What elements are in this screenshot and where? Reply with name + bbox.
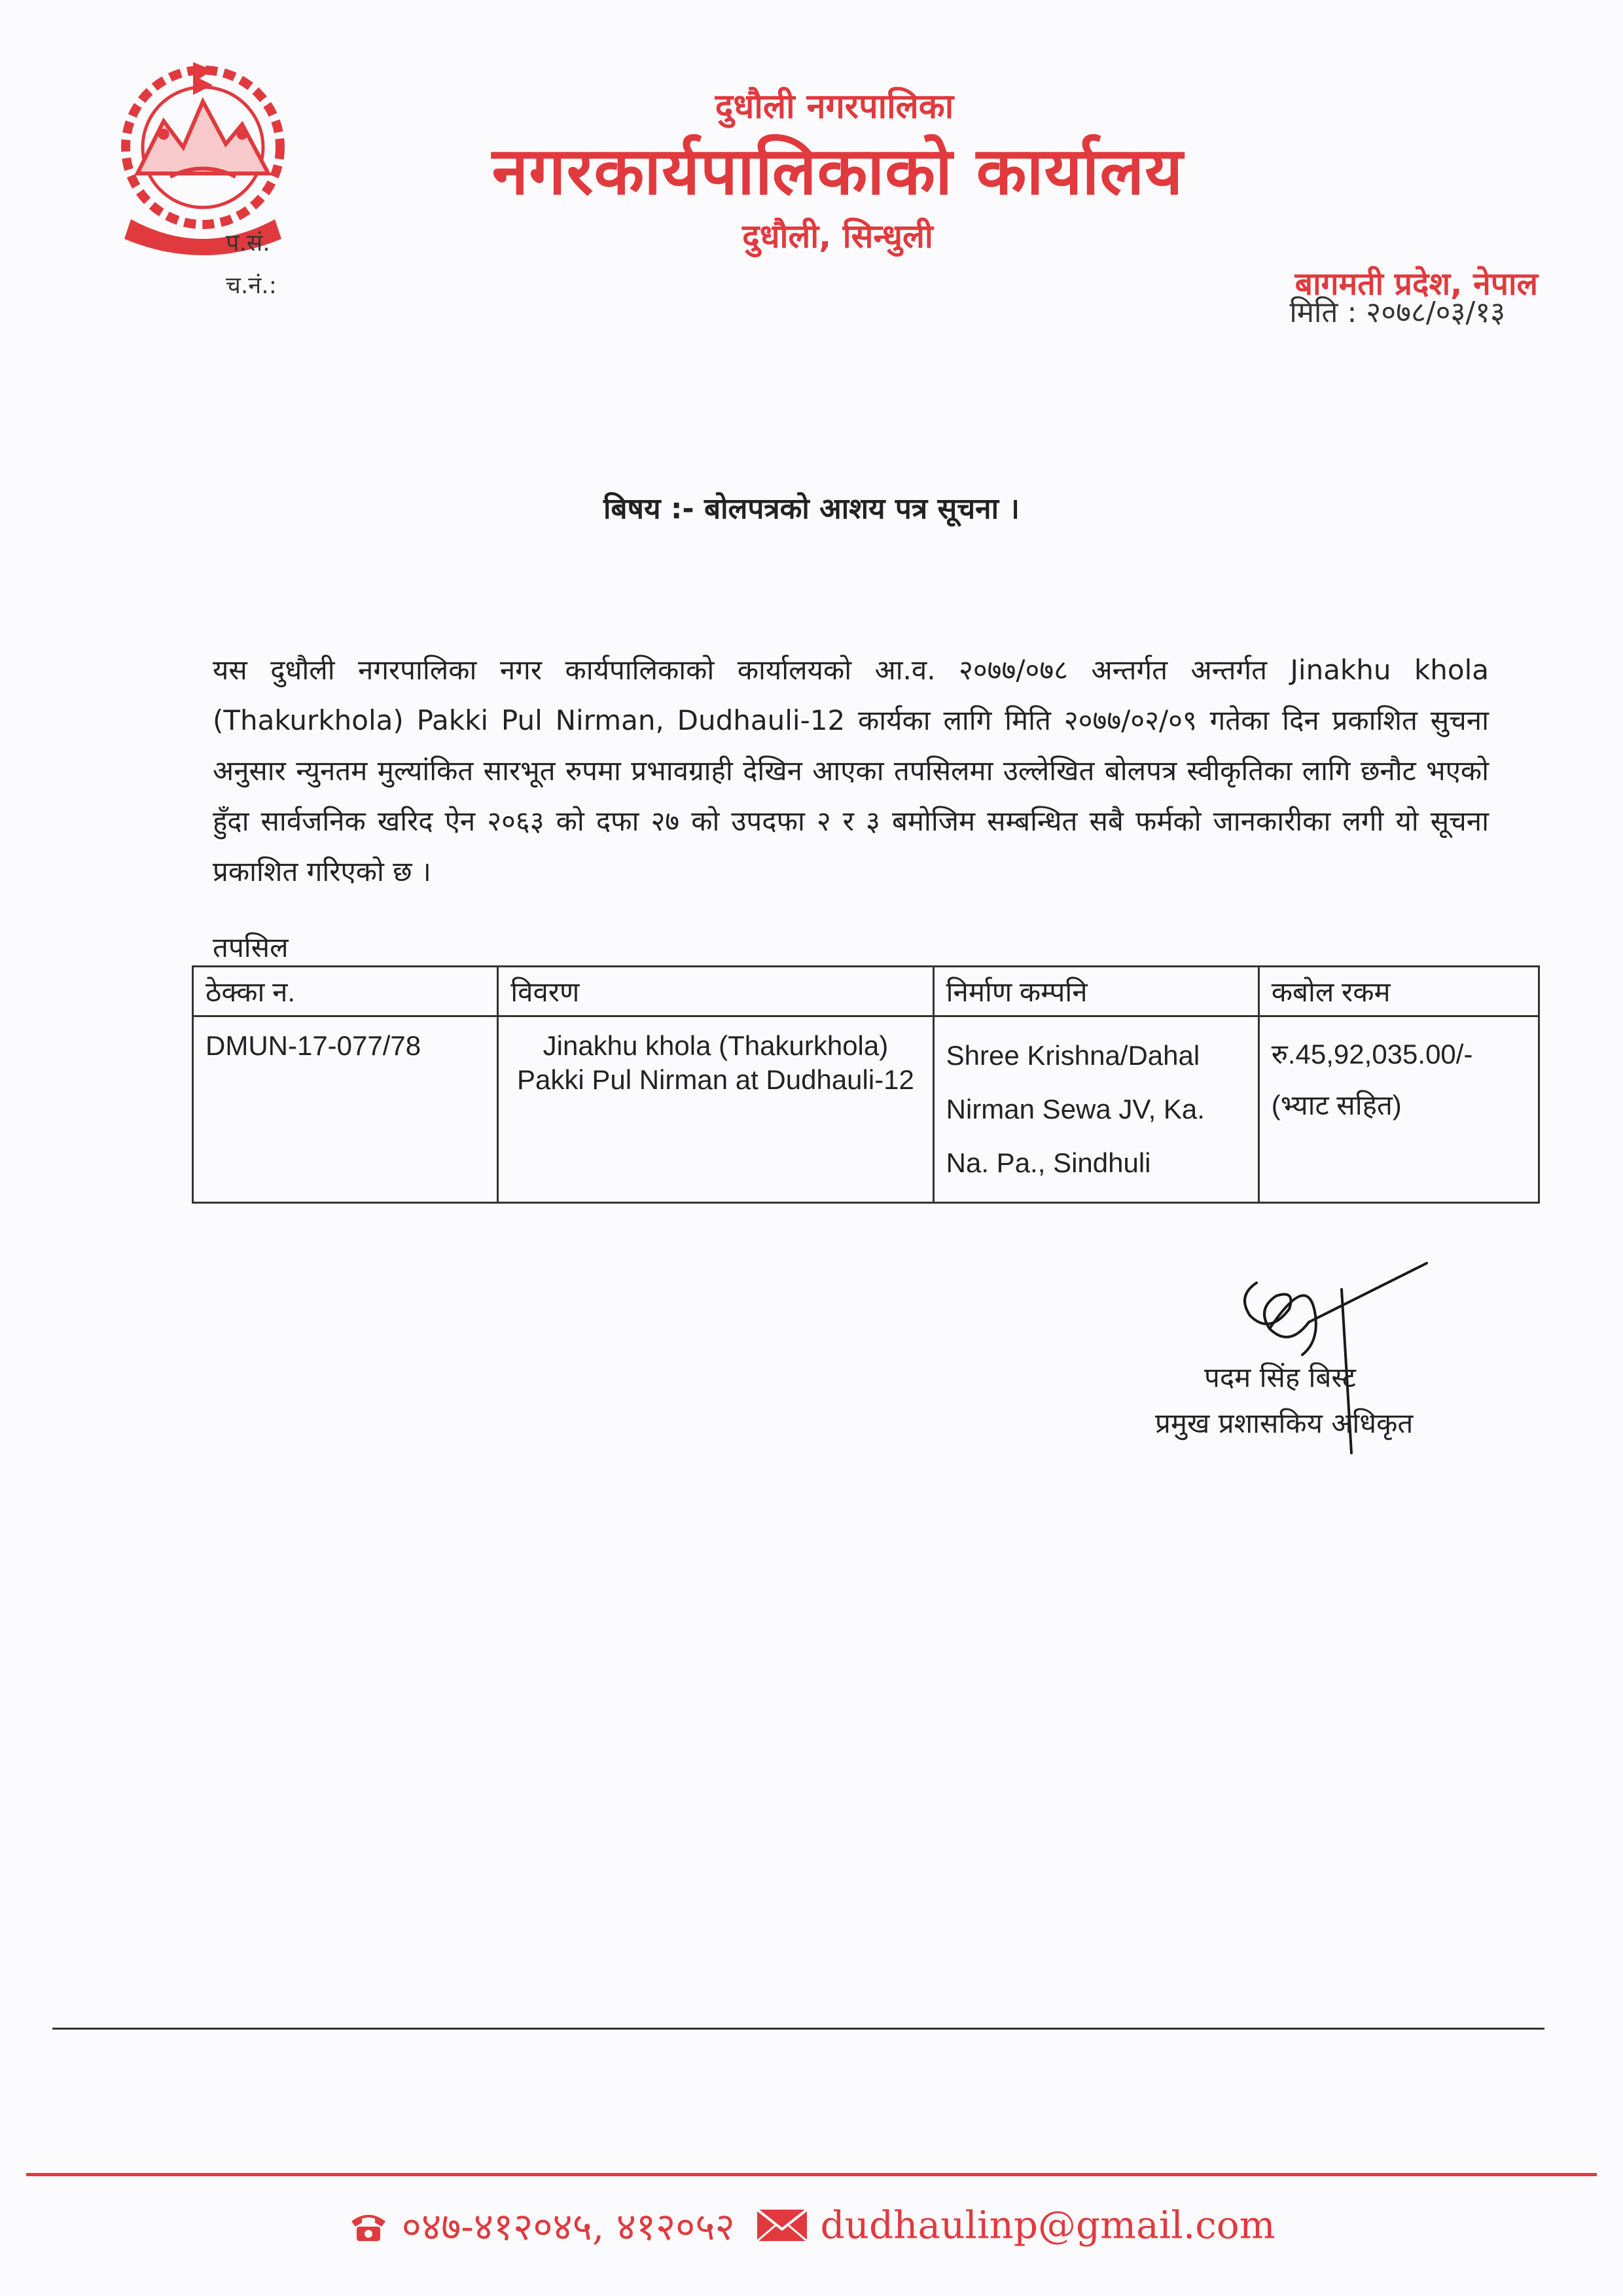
table-row (193, 1016, 1539, 1203)
email-icon (756, 2207, 808, 2244)
letter-subject: बिषय :- बोलपत्रको आशय पत्र सूचना । (603, 492, 1020, 526)
province-label: बागमती प्रदेश, नेपाल (1294, 266, 1538, 302)
header-contract-no: ठेक्का न. (193, 967, 498, 1016)
header-contractor: निर्माण कम्पनि (933, 967, 1258, 1016)
signatory-name: पदम सिंह बिस्ट (1204, 1361, 1356, 1393)
header-amount: कबोल रकम (1258, 967, 1539, 1016)
footer-email: dudhaulinp@gmail.com (820, 2202, 1275, 2248)
tapasil-label: तपसिल (213, 931, 289, 963)
letter-date: मिति : २०७८/०३/१३ (1289, 296, 1505, 329)
cell-contract-no: DMUN-17-077/78 (193, 1016, 498, 1203)
signatory-title: प्रमुख प्रशासकिय अधिकृत (1155, 1407, 1414, 1439)
letter-body: यस दुधौली नगरपालिका नगर कार्यपालिकाको कार्यालयको आ.व. २०७७/०७८ अन्तर्गत अन्तर्गत Jinakhu khola (Thakurkhola) Pakki Pul Nirman, Dudhauli-12 कार्यका लागि मिति २०७७/०२/०९ गतेका दिन प्रकाशित सुचना अनुसार न्युनतम मुल्यांकित सारभूत रुपमा प्रभावग्राही देखिन आएका तपसिलमा उल्लेखित बोलपत्र स्वीकृतिका लागि छनौट भएको हुँदा सार्वजनिक खरिद ऐन २०६३ को दफा २७ को उपदफा २ र ३ बमोजिम सम्बन्धित सबै फर्मको जानकारीका लगी यो सूचना प्रकाशित गरिएको छ । (213, 654, 1489, 888)
table-header-row (193, 967, 1539, 1016)
amount-value: रु.45,92,035.00/- (1271, 1039, 1473, 1069)
municipality-name: दुधौली नगरपालिका (715, 87, 954, 126)
reference-cha-na-label: च.नं.: (226, 272, 277, 299)
footer-contact (0, 2199, 1623, 2251)
footer-divider (26, 2173, 1597, 2176)
footer-phone: ०४७-४१२०४५, ४१२०५२ (401, 2204, 735, 2249)
reference-pa-sa-label: प.सं. (226, 230, 270, 257)
cell-amount (1258, 1016, 1539, 1203)
header-description: विवरण (498, 967, 933, 1016)
phone-icon (348, 2208, 389, 2242)
office-address: दुधौली, सिन्धुली (742, 217, 933, 255)
amount-vat-note: (भ्याट सहित) (1271, 1090, 1402, 1121)
bid-details-table (192, 965, 1540, 1204)
cell-description: Jinakhu khola (Thakurkhola) Pakki Pul Nirman at Dudhauli-12 (498, 1016, 933, 1203)
divider-line (52, 2028, 1544, 2030)
office-title: नगरकार्यपालिकाको कार्यालय (491, 133, 1184, 209)
cell-contractor: Shree Krishna/Dahal Nirman Sewa JV, Ka. Na. Pa., Sindhuli (933, 1016, 1258, 1203)
